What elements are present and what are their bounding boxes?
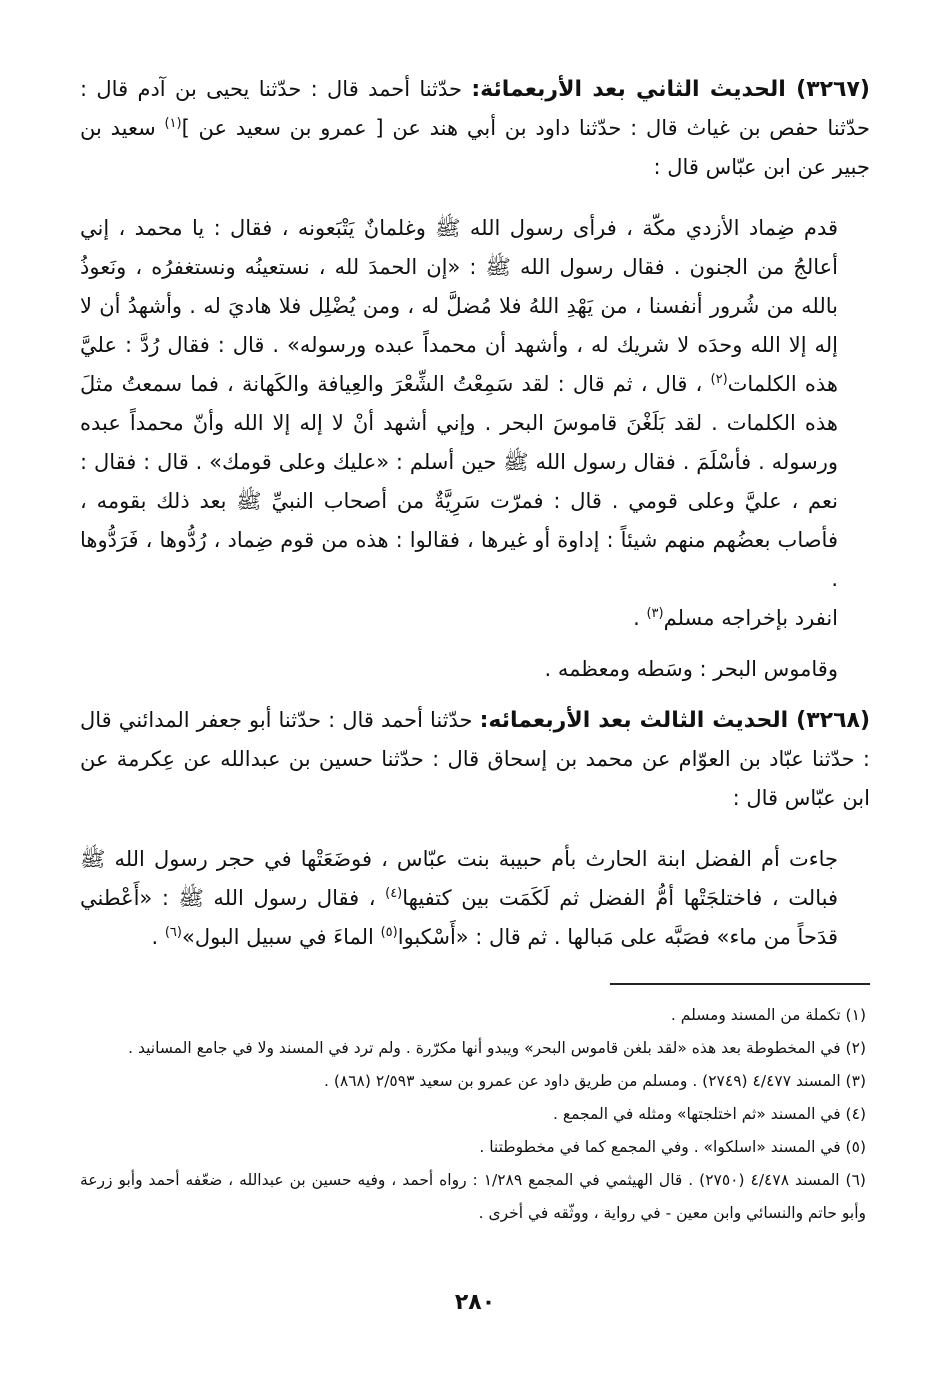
isnad-line-1: حدّثنا أحمد قال : حدّثنا يحيى بن آدم [137, 77, 462, 101]
hadith-3268-isnad-text: حدّثنا أحمد قال : حدّثنا أبو جعفر المدائني قال : حدّثنا عبّاد بن العوّام عن محمد بن إسحاق قال : حدّثنا حسين بن عبدالله عن عِكرمة عن ابن عبّاس قال : [80, 708, 870, 810]
footnote-4: (٤) في المسند «ثم اختلجتها» ومثله في المجمع . [552, 1105, 866, 1123]
footnote-marker-2[interactable]: (٢) [710, 372, 728, 387]
footnote-5: (٥) في المسند «اسلكوا» . وفي المجمع كما في مخطوطتنا . [479, 1138, 866, 1156]
footnotes [80, 999, 870, 1230]
footnote-marker-4[interactable]: (٤) [385, 886, 403, 901]
page-number: ٢٨٠ [454, 1290, 496, 1315]
hadith-3268 [80, 701, 870, 957]
footnote-marker-6[interactable]: (٦) [164, 925, 182, 940]
footnote-3: (٣) المسند ٤/٤٧٧ (٢٧٤٩) . ومسلم من طريق داود عن عمرو بن سعيد ٢/٥٩٣ (٨٦٨) . [324, 1072, 866, 1090]
hadith-3268-matn [80, 840, 870, 957]
isnad-line-2: قال : حدّثنا حفص بن غياث قال : حدّثنا داود بن أبي هند عن [ عمرو بن سعيد عن ] [80, 77, 870, 140]
footnote-divider [610, 983, 870, 985]
matn-3268-part-1: جاءت أم الفضل ابنة الحارث بأم حبيبة بنت عبّاس ، فوضَعَتْها في حجر رسول الله ﷺ فبالت ، فاختلجَتْها أمُّ الفضل ثم لَكَمَت بين كتفيها [80, 847, 838, 910]
hadith-3268-isnad [80, 701, 870, 818]
hadith-3267 [80, 70, 870, 689]
hadith-3267-title: (٣٢٦٧) الحديث الثاني بعد الأربعمائة: [471, 77, 870, 102]
qamus-explanation: وقاموس البحر : وسَطه ومعظمه . [544, 657, 838, 681]
matn-part-2: ، قال ، ثم قال : لقد سَمِعْتُ الشِّعْرَ والعِيافة والكَهانة ، فما سمعتُ مثلَ هذه الكلمات . لقد بَلَغْنَ قاموسَ البحر . وإني أشهد أنْ لا إله إلا الله وأنّ محمداً عبده ورسوله . فأسْلَمَ . فقال رسول الله ﷺ حين أسلم : «عليك وعلى قومك» . قال : فقال : نعم ، عليَّ وعلى قومي . قال : فمرّت سَرِيَّةٌ من أصحاب النبيِّ ﷺ بعد ذلك بقومه ، فأصاب بعضُهم منهم شيئاً : إداوة أو غيرها ، فقالوا : هذه من قوم ضِماد ، رُدُّوها ، فَرَدُّوها . [80, 372, 838, 591]
takhrij-line [80, 599, 870, 638]
hadith-3267-isnad [80, 70, 870, 187]
takhrij-end: . [633, 606, 640, 630]
isnad-line-3: سعيد بن جبير عن ابن عبّاس قال : [80, 116, 870, 179]
footnote-marker-1[interactable]: (١) [164, 116, 182, 131]
hadith-3267-matn [80, 209, 870, 599]
footnote-2: (٢) في المخطوطة بعد هذه «لقد بلغن قاموس البحر» ويبدو أنها مكرّرة . ولم ترد في المسند ولا في جامع المسانيد . [128, 1039, 866, 1057]
matn-3268-part-2: ، فقال رسول الله ﷺ : «أَعْطني قدَحاً من ماء» فصَبَّه على مَبالها . ثم قال : «أَسْكبوا [80, 886, 838, 949]
footnote-marker-5[interactable]: (٥) [380, 925, 398, 940]
matn-3268-part-3: الماءَ في سبيل البول» [181, 925, 374, 949]
footnote-marker-3[interactable]: (٣) [646, 606, 664, 621]
takhrij-text: انفرد بإخراجه مسلم [663, 606, 838, 630]
hadith-3268-title: (٣٢٦٨) الحديث الثالث بعد الأربعمائه: [479, 708, 870, 733]
footnote-6: (٦) المسند ٤/٤٧٨ (٢٧٥٠) . قال الهيثمي في المجمع ١/٢٨٩ : رواه أحمد ، وفيه حسين بن عبدالله ، ضعّفه أحمد وأبو زرعة وأبو حاتم والنسائي وابن معين - في رواية ، ووثّقه في أخرى . [80, 1171, 866, 1222]
matn-part-1: قدم ضِماد الأزدي مكّة ، فرأى رسول الله ﷺ وغلمانٌ يَتْبَعونه ، فقال : يا محمد ، إني أعالجُ من الجنون . فقال رسول الله ﷺ : «إن الحمدَ لله ، نستعينُه ونستغفرُه ، ونَعوذُ بالله من شُرور أنفسنا ، من يَهْدِ اللهُ فلا مُضلَّ له ، ومن يُضْلِل فلا هاديَ له . وأشهدُ أن لا إله إلا الله وحدَه لا شريك له ، وأشهد أن محمداً عبده ورسوله» . قال : فقال رُدَّ : عليَّ هذه الكلمات [80, 216, 838, 396]
footnote-1: (١) تكملة من المسند ومسلم . [670, 1006, 866, 1024]
matn-3268-end: . [151, 925, 159, 949]
